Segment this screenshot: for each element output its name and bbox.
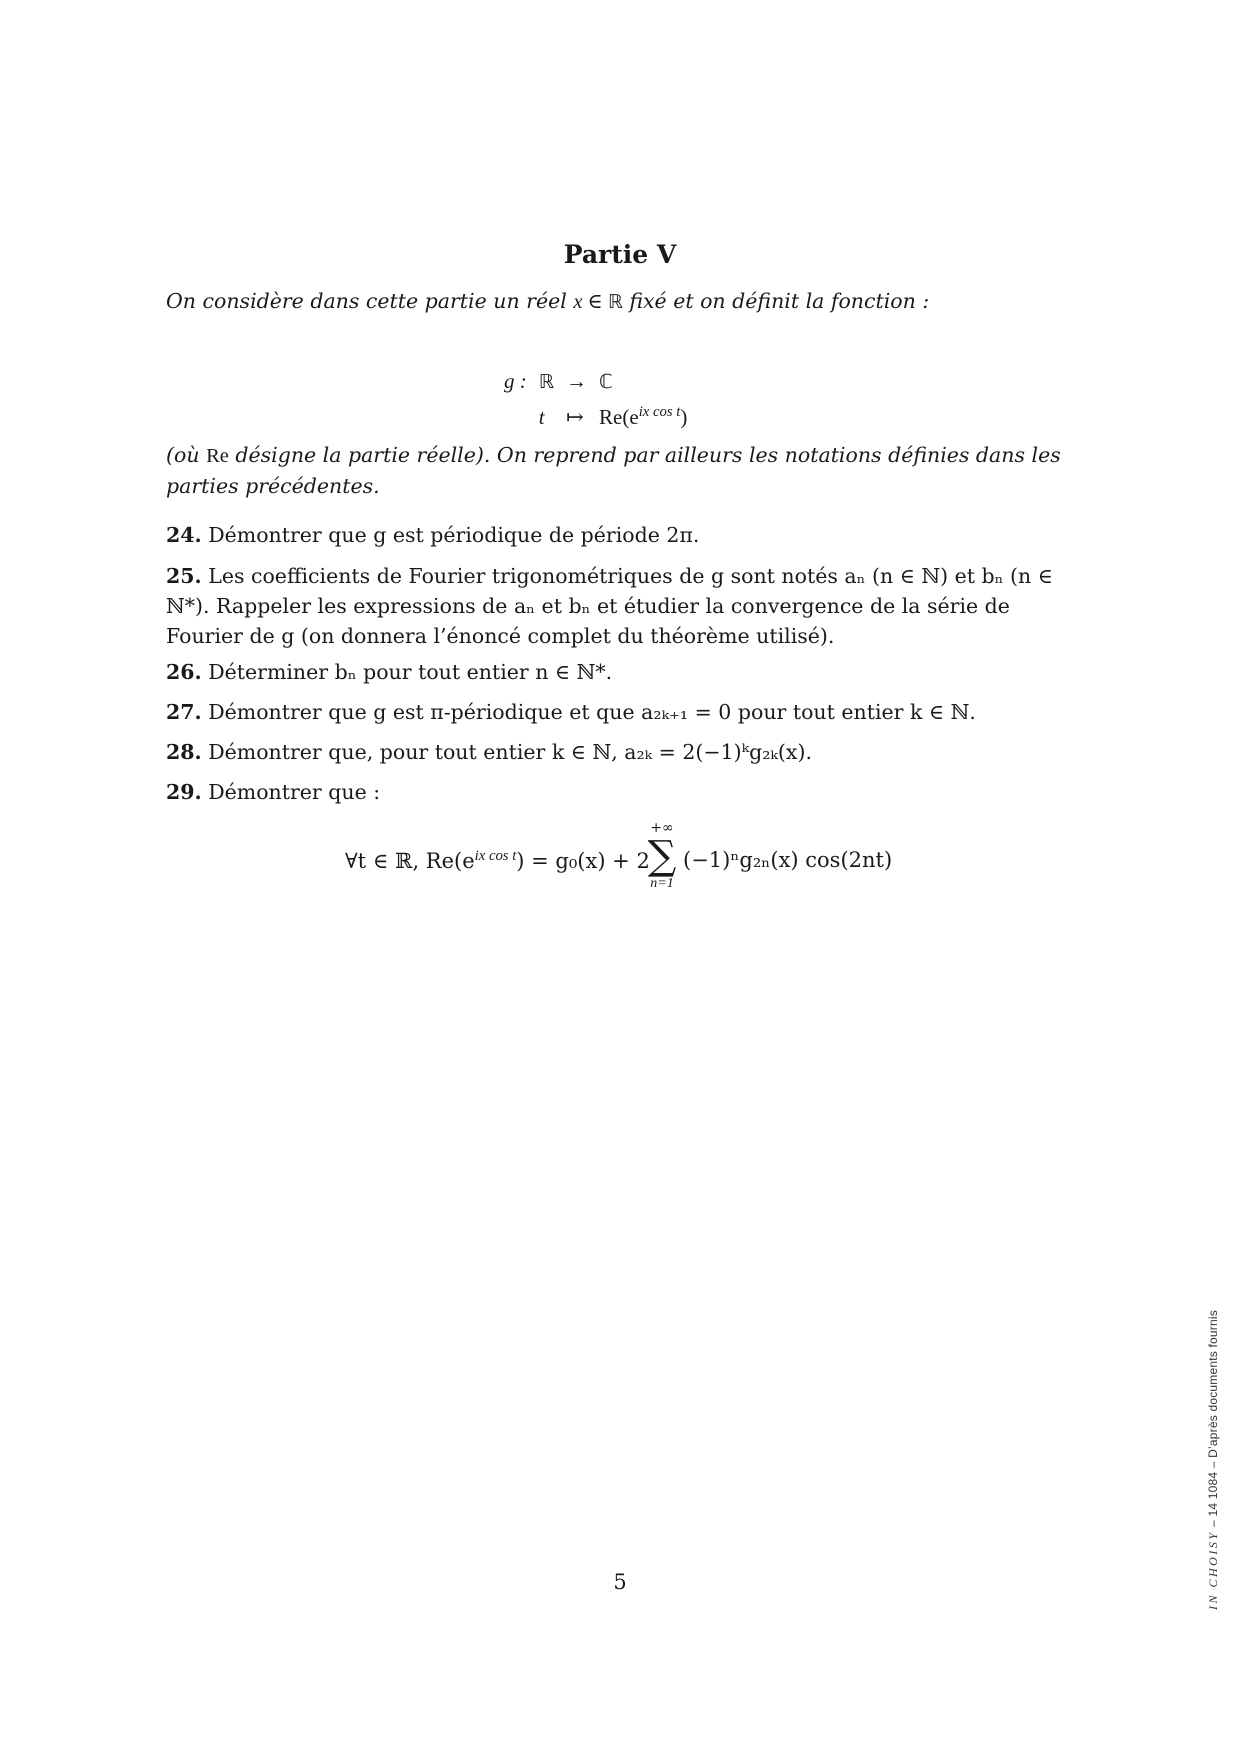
note-text: désigne la partie réelle). On reprend par ailleurs les notations définies dans les parties précédentes. [166,443,1061,498]
note-open: (où [166,443,207,467]
intro-in: ∈ [582,291,608,313]
question-text: Démontrer que g est π-périodique et que a₂ₖ₊₁ = 0 pour tout entier k ∈ ℕ. [208,700,976,724]
page-number: 5 [613,1570,627,1594]
question-25 [166,561,1076,651]
side-note-brand: IN CHOISY [1206,1530,1220,1610]
question-number: 28. [166,740,202,764]
side-note [1206,1310,1221,1610]
intro-reals: ℝ [607,291,623,313]
intro-x: x [573,291,583,313]
question-text: Déterminer bₙ pour tout entier n ∈ ℕ*. [208,660,613,684]
question-text: Démontrer que, pour tout entier k ∈ ℕ, a₂ₖ = 2(−1)ᵏg₂ₖ(x). [208,740,812,764]
side-note-text: – 14 1084 – D’après documents fournis [1206,1310,1220,1531]
function-codomain: ℂ [599,370,613,393]
question-number: 27. [166,700,202,724]
formula-rhs: (−1)ⁿg₂ₙ(x) cos(2nt) [683,848,893,872]
question-number: 24. [166,523,202,547]
question-28 [166,737,1076,767]
question-27 [166,697,1076,727]
function-expression: $Re(e^{ix cos t})$ [599,404,688,429]
function-domain: ℝ [538,370,555,393]
sum-lower-bound: n=1 [650,876,674,891]
display-formula [345,820,965,910]
sum-symbol: ∑ [647,833,677,879]
question-number: 26. [166,660,202,684]
question-text: Les coefficients de Fourier trigonométriques de g sont notés aₙ (n ∈ ℕ) et bₙ (n ∈ ℕ*). Rappeler les expressions de aₙ et bₙ et étudier la convergence de la série de Fourier de g (on donnera l’énoncé complet du théorème utilisé). [166,564,1053,648]
function-name: g : [504,369,527,393]
question-text: Démontrer que : [208,780,381,804]
formula-lhs: ∀t ∈ ℝ, $Re(e^{ix cos t}) = g_0(x) + 2$ [345,848,650,873]
function-mapsto: ↦ [566,405,584,429]
question-text: Démontrer que g est périodique de période 2π. [208,523,700,547]
question-24 [166,520,1076,550]
sum-upper-bound: +∞ [650,820,674,836]
question-29 [166,777,1076,807]
summation [637,820,687,892]
function-arrow: → [566,369,588,393]
intro-text-end: fixé et on définit la fonction : [622,289,930,313]
question-number: 29. [166,780,202,804]
question-26 [166,657,1076,687]
intro-sentence [166,286,1076,317]
notation-note [166,440,1076,501]
section-title: Partie V [563,240,677,269]
function-definition [498,366,758,432]
question-number: 25. [166,564,202,588]
function-variable: t [538,405,545,429]
intro-text-start: On considère dans cette partie un réel [166,289,574,313]
note-re: Re [206,445,229,467]
